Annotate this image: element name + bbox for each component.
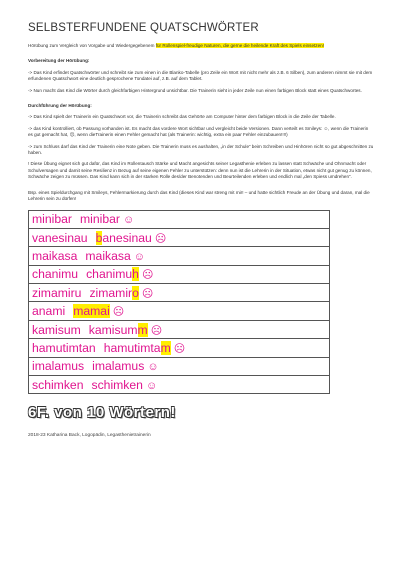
note-paragraph: ! Diese Übung eignet sich gut dafür, das Kind im Rollentausch Stärke und Macht angesichts seiner Legasthenie erleben zu lassen statt Schwäche und Ohnmacht oder Schulversagen und damit seine Resilienz in Bezug auf seine eigenen Fehler zu unterstützen: denn nun ist die Lehrerin in der Situation, etwas nicht gut genug zu können, Schwäche zeigen zu müssen. Das Kind kann sich in der starken Rolle des/der Benotenden und Beurteilenden erleben und endlich mal „den Spiess umdrehen“. xyxy=(28,161,372,180)
heard-word-start: zimamir xyxy=(89,285,133,300)
heard-word-start: hamutimta xyxy=(103,340,161,355)
original-word: maikasa xyxy=(32,248,78,263)
smiley-icon: ☹ xyxy=(173,342,186,355)
prep-step-1: -> Das Kind erfindet Quatschwörter und schreibt sie zum einen in die Blanko-Tabelle (pro Zeile ein Wort mit nicht mehr als z.B. 6 Silben), zum anderen nimmt sie mit dem erfundenen Quatschwort eine deutlich gesprochene Tondatei auf, z.B. auf dem Tablet. xyxy=(28,69,373,82)
prep-heading: Vorbereitung der Hörübung: xyxy=(28,58,90,64)
intro-paragraph xyxy=(28,43,374,49)
heard-word-end: anesinau xyxy=(102,230,152,245)
word-cell xyxy=(29,210,330,228)
word-table xyxy=(28,210,330,395)
prep-step-2: -> Nun macht das Kind die Wörter durch gleichfarbigen Hintergrund unsichtbar. Die Trainerin sieht in jeder Zeile nun einen farbigen Block statt eines Quatschwortes. xyxy=(28,87,362,93)
original-word: vanesinau xyxy=(32,230,88,245)
word-cell xyxy=(29,265,330,283)
exec-step-1: -> Das Kind spielt der Trainerin ein Quatschwort vor, die Trainerin schreibt das Gehörte am Computer hinter dem farbigen Block in die Zeile der Tabelle. xyxy=(28,114,336,120)
error-mark: h xyxy=(132,267,139,282)
original-word: zimamiru xyxy=(32,285,82,300)
table-row xyxy=(29,247,330,265)
word-cell xyxy=(29,228,330,246)
word-cell xyxy=(29,284,330,302)
table-row xyxy=(29,284,330,302)
intro-text: Hörübung zum Vergleich von Vorgabe und Wiedergegebenem xyxy=(28,43,156,48)
original-word: chanimu xyxy=(32,267,79,282)
exec-heading: Durchführung der Hörübung: xyxy=(28,103,92,109)
table-row xyxy=(29,302,330,320)
document-page xyxy=(28,22,374,438)
smiley-icon: ☺ xyxy=(145,379,158,392)
original-word: hamutimtan xyxy=(32,340,96,355)
smiley-icon: ☺ xyxy=(133,250,146,263)
table-row xyxy=(29,265,330,283)
original-word: anami xyxy=(32,304,66,319)
document-title: SELBSTERFUNDENE QUATSCHWÖRTER xyxy=(28,22,259,34)
footer-credit: 2018-23 Katharina Back, Logopädin, Legasthenietrainerin xyxy=(28,433,151,439)
table-row xyxy=(29,210,330,228)
smiley-icon: ☺ xyxy=(122,214,135,227)
original-word: schimken xyxy=(32,377,84,392)
table-row xyxy=(29,320,330,338)
error-mark: b xyxy=(95,230,103,245)
error-mark: m xyxy=(160,340,171,355)
intro-highlight: für Rollenspiel-freudige Naturen, die gerne die heilende Kraft des Spiels einsetzen! xyxy=(155,43,324,48)
word-cell xyxy=(29,320,330,338)
smiley-icon: ☹ xyxy=(141,287,154,300)
heard-word-start: minibar xyxy=(79,212,120,227)
result-text: 6F. von 10 Wörtern! xyxy=(28,404,176,422)
word-cell xyxy=(29,302,330,320)
heard-word-start: imalamus xyxy=(92,359,145,374)
table-row xyxy=(29,376,330,394)
smiley-icon: ☹ xyxy=(141,269,154,282)
smiley-icon: ☹ xyxy=(112,306,125,319)
heard-word-start: maikasa xyxy=(85,248,131,263)
word-cell xyxy=(29,376,330,394)
original-word: kamisum xyxy=(32,322,81,337)
original-word: imalamus xyxy=(32,359,85,374)
exec-step-3: -> zum Schluss darf das Kind der Trainerin eine Note geben. Die Trainerin muss es aushalten, „in der Schule“ beim Schreiben und Hinhören nicht so gut abgeschnitten zu haben. xyxy=(28,143,374,156)
heard-word-start: kamisum xyxy=(88,322,138,337)
smiley-icon: ☹ xyxy=(150,324,163,337)
table-row xyxy=(29,339,330,357)
error-mark: mamai xyxy=(73,304,110,319)
exec-step-2: -> das Kind kontrolliert, ob Passung vorhanden ist. Es macht das vordere Wort sichtbar und vergleicht beide Versionen. Dann verteilt es Smileys: ☺, wenn die Trainerin es gut gemacht hat, ☹, wenn dieTrainerin einen Fehler gemacht hat (als Trainerin: wichtig, extra ein paar Fehler einzubauen!!!!) xyxy=(28,125,369,138)
heard-word-start: chanimu xyxy=(86,267,133,282)
heard-word-start: schimken xyxy=(91,377,143,392)
table-row xyxy=(29,228,330,246)
word-cell xyxy=(29,339,330,357)
example-paragraph: Bsp. eines Spieldurchgang mit Smileys, Fehlermarkierung durch das Kind (dieses Kind war streng mit mir! – und hatte sichtlich Freude an der Übung und daran, mal die Lehrerin sein zu dürfen! xyxy=(28,189,370,202)
smiley-icon: ☺ xyxy=(147,361,159,374)
error-mark: m xyxy=(137,322,148,337)
table-row xyxy=(29,357,330,375)
original-word: minibar xyxy=(32,212,72,227)
smiley-icon: ☹ xyxy=(154,232,167,245)
word-cell xyxy=(29,357,330,375)
error-mark: o xyxy=(132,285,139,300)
word-cell xyxy=(29,247,330,265)
